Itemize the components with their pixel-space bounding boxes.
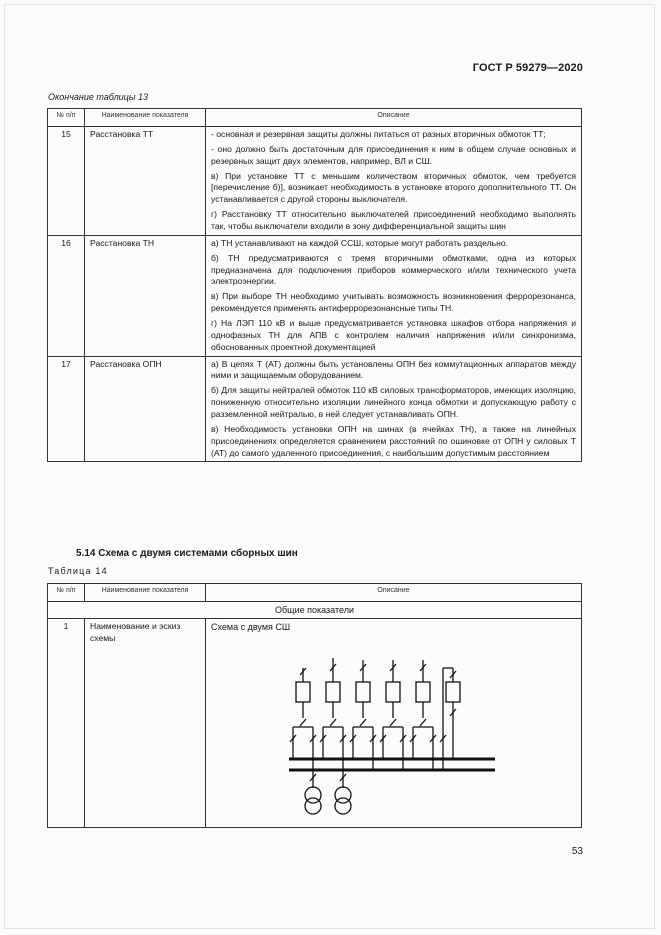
desc-paragraph: в) Необходимость установки ОПН на шинах (в ячейках ТН), а также на линейных присоединениях определяется сравнением расстояний по ошиновке от ОПН у силовых Т (АТ) до самого удаленного присоединения, с наибольшим допустимым расстоянием [211,423,576,458]
feeder-5 [410,660,436,770]
row-desc [206,127,582,236]
standard-code: ГОСТ Р 59279—2020 [472,62,583,74]
row-num: 16 [48,235,85,356]
bus-coupler [440,668,460,770]
table-row [48,127,582,236]
row-name: Расстановка ТН [85,235,206,356]
general-row [48,602,582,619]
table14-caption: Таблица 14 [48,566,108,576]
section-title: 5.14 Схема с двумя системами сборных шин [76,548,298,559]
table-row [48,619,582,828]
table13-header-row [48,109,582,127]
feeder-1 [290,668,316,770]
row-name: Расстановка ТТ [85,127,206,236]
desc-paragraph: а) В цепях Т (АТ) должны быть установлены ОПН без коммутационных аппаратов между ними и защищаемым оборудованием. [211,358,576,381]
desc-paragraph: г) Расстановку ТТ относительно выключателей присоединений необходимо выполнять так, чтобы выключатели входили в зону дифференциальной защиты шин [211,209,576,232]
header-num: № п/п [48,584,85,602]
row-name: Расстановка ОПН [85,356,206,462]
schema-cell [206,619,582,828]
row-desc [206,235,582,356]
desc-paragraph: а) ТН устанавливают на каждой ССШ, которые могут работать раздельно. [211,237,509,248]
transformer-branch-1 [305,770,321,814]
feeder-2 [320,658,346,770]
desc-paragraph: б) Для защиты нейтралей обмоток 110 кВ силовых трансформаторов, имеющих изоляцию, пониженную относительно изоляции линейного конца обмотки и допускающую работу с разземленной нейтралью, в ней следует устанавливать ОПН. [211,385,576,420]
row-name: Наименование и эскиз схемы [85,619,206,828]
header-name: Наименование показателя [85,109,206,127]
table-row [48,235,582,356]
busbar-schema-diagram [289,638,559,818]
transformer-branch-2 [335,770,351,814]
schema-title: Схема с двумя СШ [211,622,291,633]
desc-paragraph: - оно должно быть достаточным для присоединения к ним в общем случае основных и резервных защит двух элементов, например, ВЛ и СШ. [211,143,576,166]
desc-paragraph: г) На ЛЭП 110 кВ и выше предусматривается установка шкафов отбора напряжения и однофазных ТН для АПВ с контролем наличия напряжения и/или синхронизма, обоснованных проектной документацией [211,318,576,352]
general-heading: Общие показатели [48,602,582,619]
desc-paragraph: - основная и резервная защиты должны питаться от разных вторичных обмоток ТТ; [211,129,546,139]
header-num: № п/п [48,109,85,127]
header-name: Наименование показателя [85,584,206,602]
page-number: 53 [571,846,583,857]
row-num: 15 [48,127,85,236]
table-14 [47,583,582,828]
feeder-3 [350,660,376,770]
table13-caption: Окончание таблицы 13 [48,92,148,102]
desc-paragraph: б) ТН предусматриваются с тремя вторичными обмотками, одна из которых предназначена для подключения приборов коммерческого и/или технического учета электроэнергии. [211,252,576,287]
table-13 [47,108,582,462]
header-desc: Описание [206,109,582,127]
row-num: 17 [48,356,85,462]
table-row [48,356,582,462]
row-desc [206,356,582,462]
table14-header-row [48,584,582,602]
feeder-4 [380,660,406,770]
desc-paragraph: в) При установке ТТ с меньшим количеством вторичных обмоток, чем требуется [перечисление б)], возникает необходимость в установке второго дополнительного ТТ. Он устанавливается с другой стороны выключателя. [211,170,576,205]
row-num: 1 [48,619,85,828]
header-desc: Описание [206,584,582,602]
desc-paragraph: в) При выборе ТН необходимо учитывать возможность возникновения феррорезонанса, рекомендуется применять антиферрорезонансные типы ТН. [211,291,576,314]
